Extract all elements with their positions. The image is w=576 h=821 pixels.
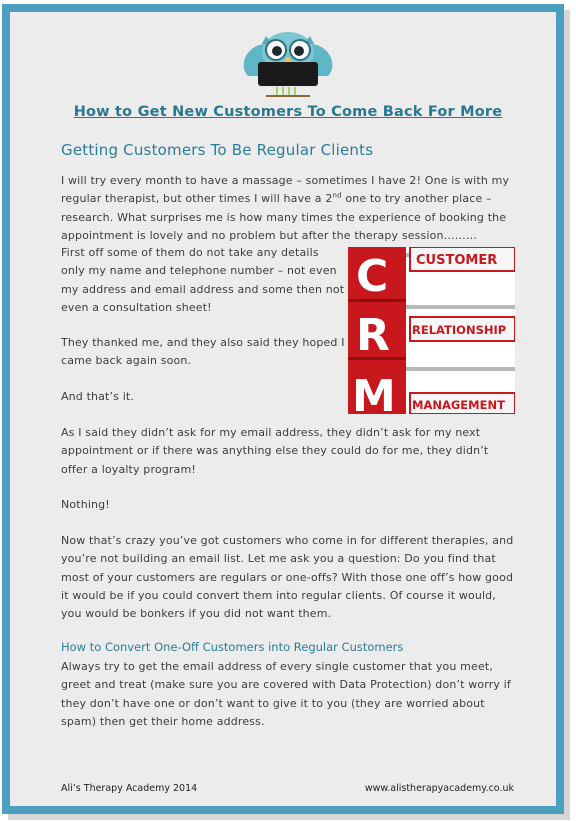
crm-letter-m: M	[352, 371, 396, 414]
paragraph-thanks: They thanked me, and they also said they hoped I came back again soon.	[61, 336, 345, 368]
crm-letter-r: R	[356, 310, 390, 361]
footer-left: Ali’s Therapy Academy 2014	[61, 783, 198, 794]
crm-sign-relationship: RELATIONSHIP	[412, 323, 507, 337]
paragraph-nothing: Nothing!	[61, 498, 110, 511]
crm-sign-customer: CUSTOMER	[416, 253, 498, 268]
paragraph-intro	[61, 172, 516, 245]
crm-letter-c: C	[356, 251, 389, 302]
subheading-convert: How to Convert One-Off Customers into Regular Customers	[61, 640, 404, 654]
paragraph-crazy: Now that’s crazy you’ve got customers who come in for different therapies, and you’re not building an email list. Let me ask you a question: Do you find that most of your customers are regulars or one-offs? With those one off’s how good it would be if you could convert them into regular clients. Of course it would, you would be bonkers if you did not want them.	[61, 534, 514, 621]
ordinal-suffix: nd	[332, 191, 342, 200]
crm-image	[348, 247, 515, 414]
paragraph-details: First off some of them do not take any details only my name and telephone number – not even my address and email address and some then not even a consultation sheet!	[61, 246, 345, 314]
paragraph-intro-part-b: one to try another place – research. What surprises me is how many times the experience of booking the appointment is lovely and no problem but after the therapy session………	[61, 192, 507, 242]
paragraph-no-email: As I said they didn’t ask for my email address, they didn’t ask for my next appointment or if there was anything else they could do for me, they didn’t offer a loyalty program!	[61, 426, 489, 476]
page-title: How to Get New Customers To Come Back For More	[73, 104, 503, 120]
paragraph-intro-part-a: I will try every month to have a massage – sometimes I have 2! One is with my regular therapist, but other times I will have a 2	[61, 174, 510, 206]
section-heading: Getting Customers To Be Regular Clients	[61, 141, 374, 159]
owl-logo-icon	[238, 26, 338, 100]
paragraph-always: Always try to get the email address of every single customer that you meet, greet and treat (make sure you are covered with Data Protection) don’t worry if they don’t have one or don’t want to give it to you (they are worried about spam) then get their home address.	[61, 660, 511, 728]
footer-website[interactable]: www.alistherapyacademy.co.uk	[364, 783, 514, 794]
paragraph-thats-it: And that’s it.	[61, 390, 135, 403]
crm-sign-management: MANAGEMENT	[412, 398, 505, 412]
